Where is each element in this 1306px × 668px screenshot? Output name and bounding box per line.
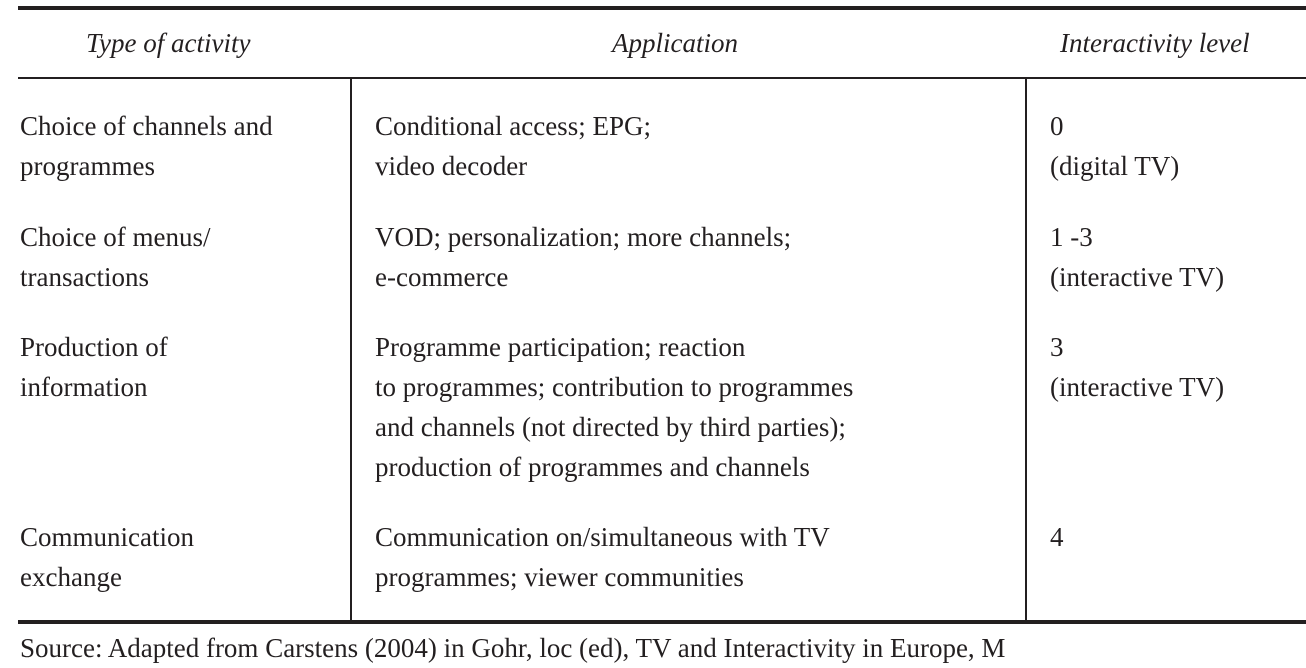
cell-line: programmes bbox=[20, 151, 155, 181]
header-type-of-activity: Type of activity bbox=[86, 28, 251, 58]
cell-line: (interactive TV) bbox=[1050, 372, 1225, 402]
source-note: Source: Adapted from Carstens (2004) in Gohr, loc (ed), TV and Interactivity in Europe, M bbox=[20, 633, 1006, 663]
table-row-1-application bbox=[375, 106, 651, 186]
cell-line: Choice of menus/ bbox=[20, 222, 211, 252]
cell-line: VOD; personalization; more channels; bbox=[375, 222, 792, 252]
table-row-3-application bbox=[375, 327, 853, 487]
table-row-4-activity bbox=[20, 517, 194, 597]
table-row-2-level bbox=[1050, 217, 1224, 297]
table-row-2-application bbox=[375, 217, 791, 297]
table-row-2-activity bbox=[20, 217, 210, 297]
header-interactivity-level: Interactivity level bbox=[1060, 28, 1250, 58]
cell-line: information bbox=[20, 372, 148, 402]
cell-line: 3 bbox=[1050, 332, 1064, 362]
cell-line: (interactive TV) bbox=[1050, 262, 1225, 292]
cell-line: (digital TV) bbox=[1050, 151, 1180, 181]
cell-line: and channels (not directed by third parties); bbox=[375, 412, 846, 442]
table-row-1-level bbox=[1050, 106, 1179, 186]
table-row-4-application bbox=[375, 517, 830, 597]
column-divider-2 bbox=[1025, 79, 1027, 620]
header-application: Application bbox=[612, 28, 738, 58]
table-row-3-activity bbox=[20, 327, 168, 407]
cell-line: production of programmes and channels bbox=[375, 452, 810, 482]
cell-line: programmes; viewer communities bbox=[375, 562, 744, 592]
cell-line: 4 bbox=[1050, 522, 1064, 552]
cell-line: Choice of channels and bbox=[20, 111, 273, 141]
column-divider-1 bbox=[350, 79, 352, 620]
cell-line: to programmes; contribution to programmes bbox=[375, 372, 854, 402]
table-row-4-level bbox=[1050, 517, 1064, 557]
cell-line: video decoder bbox=[375, 151, 528, 181]
cell-line: Conditional access; EPG; bbox=[375, 111, 651, 141]
cell-line: transactions bbox=[20, 262, 149, 292]
cell-line: 1 -3 bbox=[1050, 222, 1093, 252]
table-bottom-rule bbox=[18, 620, 1306, 624]
cell-line: Communication bbox=[20, 522, 194, 552]
cell-line: Communication on/simultaneous with TV bbox=[375, 522, 830, 552]
table-row-3-level bbox=[1050, 327, 1224, 407]
table-row-1-activity bbox=[20, 106, 273, 186]
cell-line: Programme participation; reaction bbox=[375, 332, 746, 362]
table-top-rule bbox=[18, 6, 1306, 10]
cell-line: exchange bbox=[20, 562, 122, 592]
cell-line: 0 bbox=[1050, 111, 1064, 141]
table-header-rule bbox=[18, 77, 1306, 79]
cell-line: e-commerce bbox=[375, 262, 509, 292]
cell-line: Production of bbox=[20, 332, 168, 362]
